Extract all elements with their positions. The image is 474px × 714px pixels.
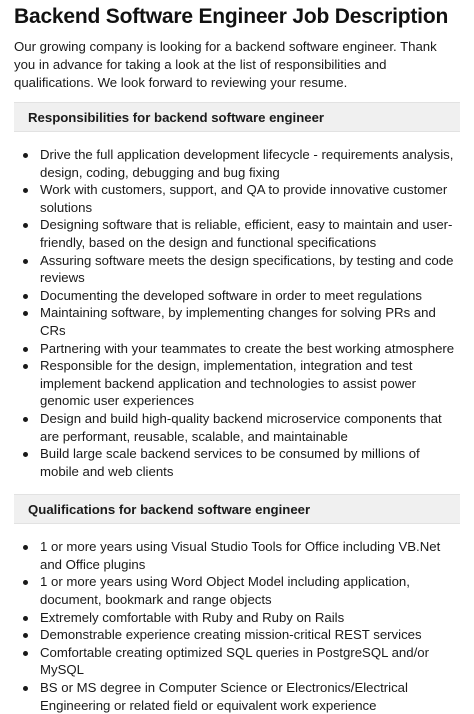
bullet-icon: [23, 417, 28, 422]
list-item: [14, 609, 460, 627]
intro-paragraph: Our growing company is looking for a backend software engineer. Thank you in advance for taking a look at the list of responsibilities and qualifications. We look forward to reviewing your resume.: [14, 39, 437, 90]
list-item-text: Partnering with your teammates to create the best working atmosphere: [40, 340, 455, 356]
bullet-icon: [23, 153, 28, 158]
bullet-icon: [23, 259, 28, 264]
list-item-text: Maintaining software, by implementing changes for solving PRs and CRs: [40, 305, 436, 338]
list-item: [14, 252, 460, 287]
list-item-text: Comfortable creating optimized SQL queries in PostgreSQL and/or MySQL: [40, 644, 429, 678]
list-item: [14, 304, 460, 339]
list-item: [14, 216, 460, 251]
list-item: [14, 573, 460, 608]
list-item: [14, 357, 460, 410]
bullet-icon: [23, 364, 28, 369]
list-item: [14, 644, 460, 679]
page-title: Backend Software Engineer Job Description: [14, 5, 449, 28]
list-item-text: BS or MS degree in Computer Science or Electronics/Electrical Engineering or related field or equivalent work experience: [40, 680, 408, 713]
list-item: [14, 538, 460, 573]
list-item-text: Documenting the developed software in order to meet regulations: [40, 287, 422, 303]
list-item: [14, 445, 460, 480]
bullet-icon: [23, 580, 28, 585]
list-item-text: Responsible for the design, implementation, integration and test implement backend application and technologies to assist power genomic user experiences: [40, 358, 417, 409]
bullet-icon: [23, 188, 28, 193]
bullet-icon: [23, 616, 28, 621]
qualifications-list: [14, 524, 460, 714]
list-item-text: 1 or more years using Visual Studio Tools for Office including VB.Net and Office plugins: [40, 539, 441, 572]
list-item: [14, 340, 460, 358]
list-item-text: Designing software that is reliable, efficient, easy to maintain and user-friendly, based on the design and functional specifications: [40, 217, 453, 250]
responsibilities-heading: Responsibilities for backend software engineer: [14, 102, 460, 132]
bullet-icon: [23, 651, 28, 656]
bullet-icon: [23, 294, 28, 299]
list-item-text: Drive the full application development lifecycle - requirements analysis, design, coding, debugging and bug fixing: [40, 147, 454, 180]
list-item-text: Extremely comfortable with Ruby and Ruby on Rails: [40, 609, 345, 625]
bullet-icon: [23, 347, 28, 352]
bullet-icon: [23, 686, 28, 691]
list-item-text: Build large scale backend services to be consumed by millions of mobile and web clients: [40, 446, 420, 479]
bullet-icon: [23, 452, 28, 457]
list-item: [14, 679, 460, 714]
bullet-icon: [23, 545, 28, 550]
list-item: [14, 410, 460, 445]
list-item-text: Work with customers, support, and QA to provide innovative customer solutions: [40, 182, 448, 215]
list-item: [14, 146, 460, 181]
bullet-icon: [23, 311, 28, 316]
qualifications-heading: Qualifications for backend software engineer: [14, 494, 460, 524]
list-item-text: Design and build high-quality backend microservice components that are performant, reusable, scalable, and maintainable: [40, 410, 442, 444]
bullet-icon: [23, 223, 28, 228]
list-item: [14, 181, 460, 216]
list-item-text: Assuring software meets the design specifications, by testing and code reviews: [40, 252, 454, 286]
list-item-text: 1 or more years using Word Object Model including application, document, bookmark and range objects: [40, 574, 410, 608]
list-item-text: Demonstrable experience creating mission-critical REST services: [40, 627, 422, 643]
list-item: [14, 287, 460, 305]
list-item: [14, 626, 460, 644]
bullet-icon: [23, 633, 28, 638]
responsibilities-list: [14, 132, 460, 480]
